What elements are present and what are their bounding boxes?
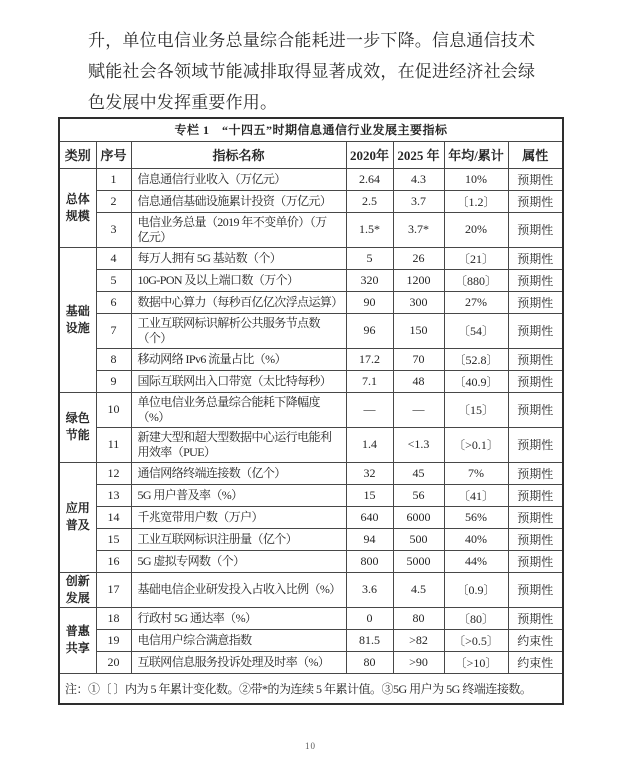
table-row (59, 462, 563, 484)
value-2025: 4.3 (393, 168, 444, 190)
column-header-2025: 2025 年 (393, 141, 444, 168)
row-number: 7 (96, 313, 131, 348)
table-row (59, 247, 563, 269)
value-avg: 〔>0.1〕 (444, 427, 508, 462)
attribute: 预期性 (508, 550, 563, 572)
value-2025: >82 (393, 629, 444, 651)
value-2020: 5 (346, 247, 393, 269)
indicator-name: 10G-PON 及以上端口数（万个） (131, 269, 346, 291)
value-avg: 〔40.9〕 (444, 370, 508, 392)
attribute: 预期性 (508, 484, 563, 506)
indicator-name: 工业互联网标识注册量（亿个） (131, 528, 346, 550)
value-avg: 10% (444, 168, 508, 190)
row-number: 14 (96, 506, 131, 528)
value-2020: 1.4 (346, 427, 393, 462)
value-avg: 〔0.9〕 (444, 572, 508, 607)
body-paragraph (88, 25, 535, 118)
column-header-category: 类别 (59, 141, 96, 168)
value-2025: >90 (393, 651, 444, 673)
value-avg: 〔15〕 (444, 392, 508, 427)
table-row (59, 190, 563, 212)
table-row (59, 607, 563, 629)
indicator-name: 互联网信息服务投诉处理及时率（%） (131, 651, 346, 673)
value-avg: 〔880〕 (444, 269, 508, 291)
row-number: 17 (96, 572, 131, 607)
value-2020: 81.5 (346, 629, 393, 651)
value-2020: 7.1 (346, 370, 393, 392)
value-2025: 1200 (393, 269, 444, 291)
row-number: 20 (96, 651, 131, 673)
value-2020: 2.64 (346, 168, 393, 190)
table-note: 注：①〔 〕内为 5 年累计变化数。②带*的为连续 5 年累计值。③5G 用户为 5G 终端连接数。 (59, 673, 563, 704)
attribute: 预期性 (508, 506, 563, 528)
table-row (59, 168, 563, 190)
value-2020: 2.5 (346, 190, 393, 212)
value-avg: 56% (444, 506, 508, 528)
attribute: 约束性 (508, 629, 563, 651)
column-header-no: 序号 (96, 141, 131, 168)
value-avg: 〔21〕 (444, 247, 508, 269)
indicator-name: 数据中心算力（每秒百亿亿次浮点运算） (131, 291, 346, 313)
indicator-name: 单位电信业务总量综合能耗下降幅度 （%） (131, 392, 346, 427)
table-row (59, 484, 563, 506)
category-cell: 基础 设施 (59, 247, 96, 392)
value-2025: 45 (393, 462, 444, 484)
row-number: 15 (96, 528, 131, 550)
category-cell: 创新 发展 (59, 572, 96, 607)
indicator-name: 基础电信企业研发投入占收入比例（%） (131, 572, 346, 607)
value-2020: 800 (346, 550, 393, 572)
value-avg: 20% (444, 212, 508, 247)
indicator-name: 每万人拥有 5G 基站数（个） (131, 247, 346, 269)
table-row (59, 212, 563, 247)
paragraph-line: 赋能社会各领域节能减排取得显著成效，在促进经济社会绿 (88, 62, 535, 81)
value-2025: 6000 (393, 506, 444, 528)
indicator-name: 工业互联网标识解析公共服务节点数 （个） (131, 313, 346, 348)
column-header-name: 指标名称 (131, 141, 346, 168)
attribute: 预期性 (508, 392, 563, 427)
value-2025: 48 (393, 370, 444, 392)
attribute: 预期性 (508, 607, 563, 629)
value-2025: 80 (393, 607, 444, 629)
column-header-2020: 2020年 (346, 141, 393, 168)
value-2025: — (393, 392, 444, 427)
attribute: 预期性 (508, 370, 563, 392)
row-number: 16 (96, 550, 131, 572)
row-number: 18 (96, 607, 131, 629)
paragraph-line: 色发展中发挥重要作用。 (88, 93, 278, 112)
category-cell: 绿色 节能 (59, 392, 96, 462)
attribute: 预期性 (508, 572, 563, 607)
value-2020: 3.6 (346, 572, 393, 607)
value-2025: 3.7 (393, 190, 444, 212)
table-title-row (59, 118, 563, 141)
table-row (59, 269, 563, 291)
table-row (59, 291, 563, 313)
attribute: 预期性 (508, 212, 563, 247)
value-2020: 17.2 (346, 348, 393, 370)
indicator-name: 移动网络 IPv6 流量占比（%） (131, 348, 346, 370)
row-number: 4 (96, 247, 131, 269)
row-number: 12 (96, 462, 131, 484)
value-2025: 4.5 (393, 572, 444, 607)
value-avg: 7% (444, 462, 508, 484)
value-avg: 27% (444, 291, 508, 313)
paragraph-line: 升，单位电信业务总量综合能耗进一步下降。信息通信技术 (88, 31, 535, 50)
table-row (59, 651, 563, 673)
column-header-attr: 属性 (508, 141, 563, 168)
table-row (59, 572, 563, 607)
indicators-table (58, 117, 564, 705)
table-row (59, 313, 563, 348)
value-avg: 〔>0.5〕 (444, 629, 508, 651)
indicator-name: 电信业务总量（2019 年不变单价）（万 亿元） (131, 212, 346, 247)
value-avg: 〔1.2〕 (444, 190, 508, 212)
value-2025: 150 (393, 313, 444, 348)
value-avg: 〔>10〕 (444, 651, 508, 673)
table-row (59, 427, 563, 462)
indicator-name: 新建大型和超大型数据中心运行电能利 用效率（PUE） (131, 427, 346, 462)
attribute: 预期性 (508, 190, 563, 212)
attribute: 预期性 (508, 291, 563, 313)
indicator-name: 信息通信行业收入（万亿元） (131, 168, 346, 190)
attribute: 预期性 (508, 313, 563, 348)
table-row (59, 348, 563, 370)
table-row (59, 550, 563, 572)
value-2025: 500 (393, 528, 444, 550)
attribute: 预期性 (508, 247, 563, 269)
attribute: 预期性 (508, 269, 563, 291)
row-number: 9 (96, 370, 131, 392)
value-avg: 〔52.8〕 (444, 348, 508, 370)
attribute: 预期性 (508, 348, 563, 370)
indicator-name: 电信用户综合满意指数 (131, 629, 346, 651)
row-number: 10 (96, 392, 131, 427)
value-2020: 0 (346, 607, 393, 629)
value-avg: 〔41〕 (444, 484, 508, 506)
value-2020: 15 (346, 484, 393, 506)
value-avg: 40% (444, 528, 508, 550)
row-number: 1 (96, 168, 131, 190)
value-2025: 70 (393, 348, 444, 370)
value-2025: <1.3 (393, 427, 444, 462)
value-avg: 44% (444, 550, 508, 572)
value-2025: 56 (393, 484, 444, 506)
value-2025: 5000 (393, 550, 444, 572)
category-cell: 应用 普及 (59, 462, 96, 572)
value-2020: 90 (346, 291, 393, 313)
indicator-name: 国际互联网出入口带宽（太比特每秒） (131, 370, 346, 392)
value-2020: 80 (346, 651, 393, 673)
indicator-name: 5G 虚拟专网数（个） (131, 550, 346, 572)
row-number: 13 (96, 484, 131, 506)
value-2025: 26 (393, 247, 444, 269)
attribute: 预期性 (508, 168, 563, 190)
value-2020: — (346, 392, 393, 427)
table-row (59, 629, 563, 651)
value-avg: 〔80〕 (444, 607, 508, 629)
attribute: 约束性 (508, 651, 563, 673)
value-avg: 〔54〕 (444, 313, 508, 348)
value-2020: 96 (346, 313, 393, 348)
indicator-name: 千兆宽带用户数（万户） (131, 506, 346, 528)
category-cell: 普惠 共享 (59, 607, 96, 673)
row-number: 8 (96, 348, 131, 370)
row-number: 3 (96, 212, 131, 247)
value-2020: 1.5* (346, 212, 393, 247)
category-cell: 总体 规模 (59, 168, 96, 247)
attribute: 预期性 (508, 528, 563, 550)
row-number: 11 (96, 427, 131, 462)
value-2020: 320 (346, 269, 393, 291)
attribute: 预期性 (508, 427, 563, 462)
value-2020: 640 (346, 506, 393, 528)
column-header-avg: 年均/累计 (444, 141, 508, 168)
value-2020: 94 (346, 528, 393, 550)
attribute: 预期性 (508, 462, 563, 484)
indicator-name: 信息通信基础设施累计投资（万亿元） (131, 190, 346, 212)
table-row (59, 528, 563, 550)
value-2025: 3.7* (393, 212, 444, 247)
indicator-name: 行政村 5G 通达率（%） (131, 607, 346, 629)
row-number: 5 (96, 269, 131, 291)
row-number: 19 (96, 629, 131, 651)
indicator-name: 5G 用户普及率（%） (131, 484, 346, 506)
page-number: 10 (305, 741, 316, 751)
value-2020: 32 (346, 462, 393, 484)
value-2025: 300 (393, 291, 444, 313)
table-row (59, 392, 563, 427)
row-number: 2 (96, 190, 131, 212)
indicator-name: 通信网络终端连接数（亿个） (131, 462, 346, 484)
table-note-row (59, 673, 563, 704)
row-number: 6 (96, 291, 131, 313)
table-row (59, 370, 563, 392)
table-header-row (59, 141, 563, 168)
table-title: 专栏 1 “十四五”时期信息通信行业发展主要指标 (59, 118, 563, 141)
table-row (59, 506, 563, 528)
